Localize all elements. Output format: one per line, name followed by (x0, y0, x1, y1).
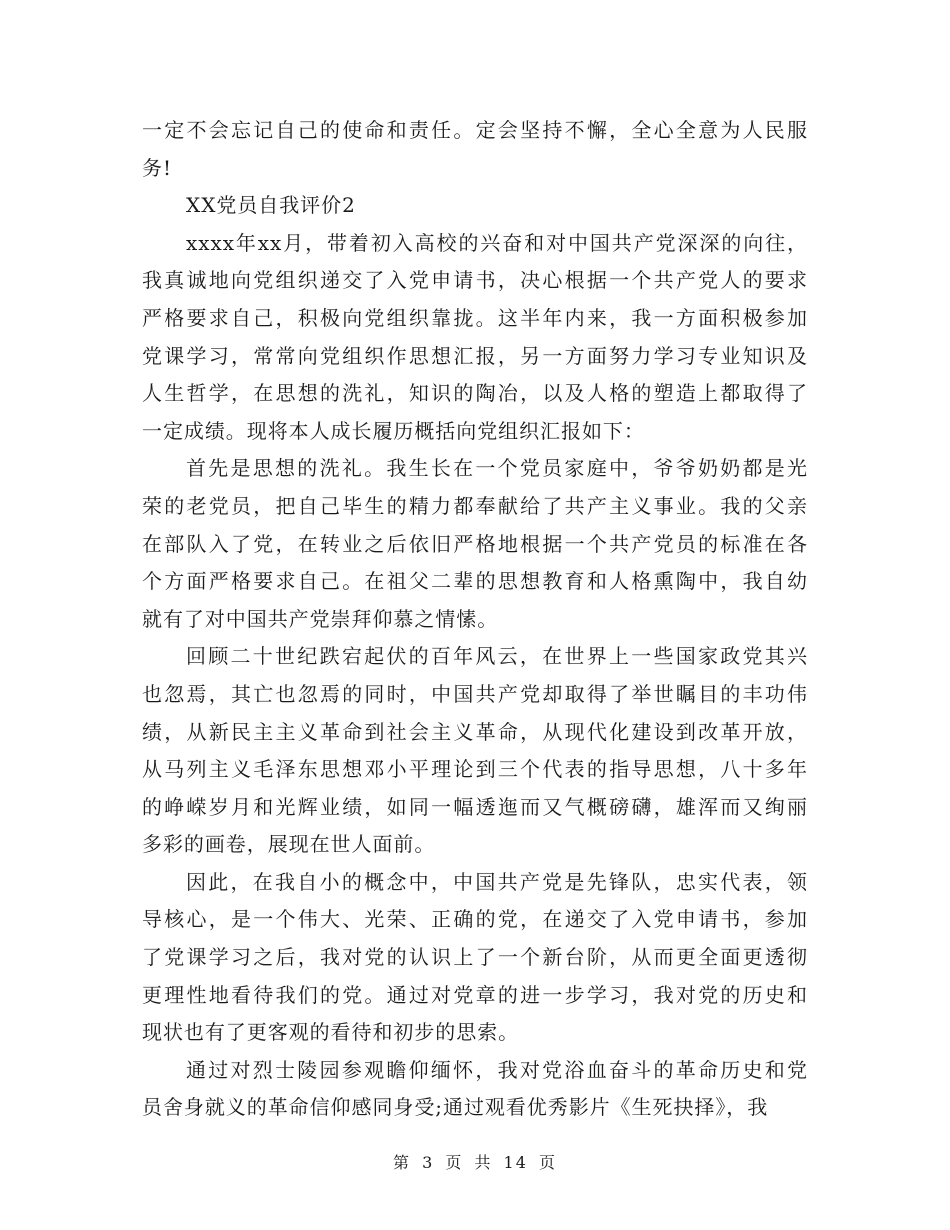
paragraph (142, 225, 808, 451)
text-line: 就有了对中国共产党崇拜仰慕之情愫。 (142, 606, 499, 631)
text-line: 一定不会忘记自己的使命和责任。定会坚持不懈，全心全意为人民服 (142, 118, 808, 142)
text-line: xxxx年xx月，带着初入高校的兴奋和对中国共产党深深的向往， (186, 230, 808, 255)
paragraph (142, 1052, 808, 1127)
text-line: 务! (142, 155, 172, 180)
paragraph (142, 450, 808, 638)
document-body (142, 112, 808, 1127)
page-footer: 第 3 页 共 14 页 (393, 1153, 557, 1172)
paragraph (142, 638, 808, 864)
text-line: 回顾二十世纪跌宕起伏的百年风云，在世界上一些国家政党其兴 (186, 644, 808, 669)
text-line: 的峥嵘岁月和光辉业绩，如同一幅透迤而又气概磅礴，雄浑而又绚丽 (142, 794, 808, 819)
text-line: 现状也有了更客观的看待和初步的思索。 (142, 1020, 520, 1045)
text-line: XX党员自我评价2 (186, 193, 356, 218)
text-line: 在部队入了党，在转业之后依旧严格地根据一个共产党员的标准在各 (142, 531, 808, 556)
text-line: 通过对烈士陵园参观瞻仰缅怀，我对党浴血奋斗的革命历史和党 (186, 1057, 808, 1082)
text-line: 绩，从新民主主义革命到社会主义革命，从现代化建设到改革开放， (142, 719, 808, 744)
paragraph (142, 864, 808, 1052)
text-line: 我真诚地向党组织递交了入党申请书，决心根据一个共产党人的要求 (142, 268, 808, 293)
text-line: 也忽焉，其亡也忽焉的同时，中国共产党却取得了举世瞩目的丰功伟 (142, 681, 808, 706)
text-line: 人生哲学，在思想的洗礼，知识的陶冶，以及人格的塑造上都取得了 (142, 381, 808, 406)
text-line: 导核心，是一个伟大、光荣、正确的党，在递交了入党申请书，参加 (142, 907, 808, 932)
text-line: 党课学习，常常向党组织作思想汇报，另一方面努力学习专业知识及 (142, 343, 808, 368)
text-line: 严格要求自己，积极向党组织靠拢。这半年内来，我一方面积极参加 (142, 305, 808, 330)
text-line: 员舍身就义的革命信仰感同身受;通过观看优秀影片《生死抉择》，我 (142, 1095, 769, 1120)
text-line: 首先是思想的洗礼。我生长在一个党员家庭中，爷爷奶奶都是光 (186, 456, 808, 481)
text-line: 一定成绩。现将本人成长履历概括向党组织汇报如下： (142, 418, 645, 443)
text-line: 更理性地看待我们的党。通过对党章的进一步学习，我对党的历史和 (142, 982, 808, 1007)
text-line: 荣的老党员，把自己毕生的精力都奉献给了共产主义事业。我的父亲 (142, 493, 808, 518)
text-line: 因此，在我自小的概念中，中国共产党是先锋队，忠实代表，领 (186, 869, 808, 894)
text-line: 多彩的画卷，展现在世人面前。 (142, 832, 436, 857)
paragraph (142, 187, 808, 225)
text-line: 个方面严格要求自己。在祖父二辈的思想教育和人格熏陶中，我自幼 (142, 569, 808, 594)
text-line: 从马列主义毛泽东思想邓小平理论到三个代表的指导思想，八十多年 (142, 757, 808, 782)
text-line: 了党课学习之后，我对党的认识上了一个新台阶，从而更全面更透彻 (142, 945, 808, 970)
paragraph (142, 112, 808, 187)
